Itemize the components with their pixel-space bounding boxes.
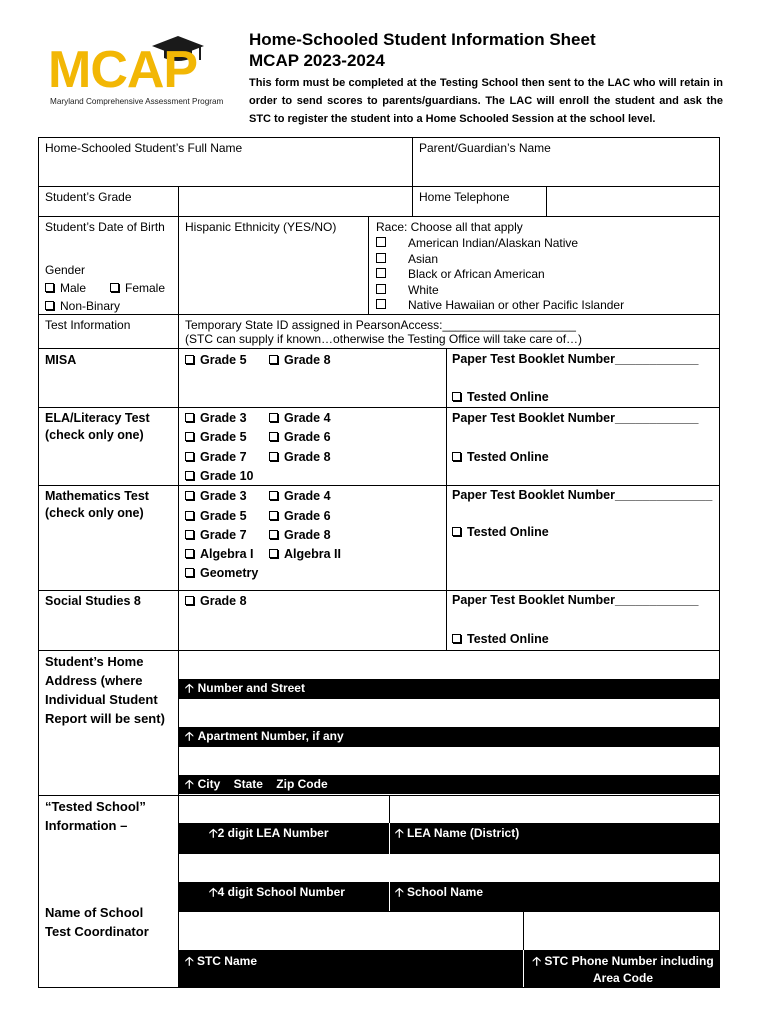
apartment-input[interactable] (179, 699, 719, 727)
ela-grade[interactable]: Grade 8 (269, 450, 331, 464)
full-name-label: Home-Schooled Student’s Full Name (45, 141, 243, 155)
math-booklet[interactable]: Paper Test Booklet Number______________ (452, 488, 713, 502)
checkbox-icon[interactable] (185, 530, 194, 539)
checkbox-icon[interactable] (452, 452, 461, 461)
checkbox-icon[interactable] (185, 596, 194, 605)
school-label: “Tested School” Information – (45, 799, 146, 833)
apartment-bar: 🡡 Apartment Number, if any (179, 727, 719, 746)
ela-grade[interactable]: Grade 3 (185, 411, 247, 425)
logo-letters: MCAP (48, 41, 198, 99)
school-name-label: 🡡 School Name (395, 885, 483, 899)
lea-number-label: 🡡2 digit LEA Number (209, 826, 329, 840)
ela-online[interactable]: Tested Online (452, 450, 549, 464)
math-grade[interactable]: Grade 5 (185, 509, 247, 523)
ela-grade[interactable]: Grade 10 (185, 469, 254, 483)
race-option[interactable]: Native Hawaiian or other Pacific Islander (376, 297, 624, 313)
checkbox-icon[interactable] (452, 634, 461, 643)
checkbox-icon[interactable] (376, 268, 386, 278)
temp-id-line1: Temporary State ID assigned in PearsonAccess:____________________ (185, 318, 576, 332)
checkbox-icon[interactable] (376, 253, 386, 263)
social-booklet[interactable]: Paper Test Booklet Number____________ (452, 593, 699, 607)
checkbox-icon[interactable] (269, 452, 278, 461)
misa-grade[interactable]: Grade 8 (269, 353, 331, 367)
ela-booklet[interactable]: Paper Test Booklet Number____________ (452, 411, 699, 425)
lea-bar (179, 823, 719, 853)
gender-female[interactable]: Female (110, 280, 165, 297)
race-option[interactable]: Black or African American (376, 266, 624, 282)
stc-bar (179, 950, 719, 987)
math-grade[interactable]: Grade 7 (185, 528, 247, 542)
gender-label: Gender (45, 263, 86, 277)
gender-male[interactable]: Male (45, 280, 86, 297)
race-options (376, 235, 624, 313)
test-info-label: Test Information (45, 318, 131, 332)
ela-grade[interactable]: Grade 7 (185, 450, 247, 464)
parent-name-label: Parent/Guardian’s Name (419, 141, 551, 155)
checkbox-icon[interactable] (269, 355, 278, 364)
checkbox-icon[interactable] (185, 491, 194, 500)
race-label: Race: Choose all that apply (376, 220, 523, 234)
city-input[interactable] (179, 747, 719, 775)
up-arrow-icon: 🡡 (395, 885, 404, 899)
checkbox-icon[interactable] (185, 413, 194, 422)
checkbox-icon[interactable] (269, 530, 278, 539)
math-grade[interactable]: Algebra II (269, 547, 341, 561)
misa-grade[interactable]: Grade 5 (185, 353, 247, 367)
checkbox-icon[interactable] (185, 549, 194, 558)
hispanic-label: Hispanic Ethnicity (YES/NO) (185, 220, 337, 234)
mcap-logo (48, 34, 223, 109)
ela-grade[interactable]: Grade 4 (269, 411, 331, 425)
checkbox-icon[interactable] (110, 283, 119, 292)
up-arrow-icon: 🡡 (209, 826, 218, 840)
ela-grade[interactable]: Grade 6 (269, 430, 331, 444)
school-bar (179, 882, 719, 911)
race-option[interactable]: White (376, 282, 624, 298)
checkbox-icon[interactable] (376, 284, 386, 294)
math-grade[interactable]: Grade 8 (269, 528, 331, 542)
checkbox-icon[interactable] (45, 301, 54, 310)
up-arrow-icon: 🡡 (185, 729, 194, 743)
lea-name-label: 🡡 LEA Name (District) (395, 826, 520, 840)
checkbox-icon[interactable] (185, 568, 194, 577)
misa-booklet[interactable]: Paper Test Booklet Number____________ (452, 352, 699, 366)
math-grade[interactable]: Grade 3 (185, 489, 247, 503)
social-grade[interactable]: Grade 8 (185, 594, 247, 608)
address-label: Student’s Home Address (where Individual Student Report will be sent) (45, 654, 165, 726)
lea-name-input[interactable] (390, 796, 719, 823)
up-arrow-icon: 🡡 (185, 777, 194, 791)
math-grade[interactable]: Grade 6 (269, 509, 331, 523)
city-bar: 🡡 City State Zip Code (179, 775, 719, 794)
checkbox-icon[interactable] (269, 432, 278, 441)
logo-subtitle: Maryland Comprehensive Assessment Program (50, 97, 224, 106)
school-number-input[interactable] (179, 854, 389, 882)
up-arrow-icon: 🡡 (185, 681, 194, 695)
form-title: Home-Schooled Student Information Sheet MCAP 2023-2024 (249, 30, 596, 70)
school-name-input[interactable] (390, 854, 719, 882)
misa-online[interactable]: Tested Online (452, 390, 549, 404)
form-description: This form must be completed at the Testing School then sent to the LAC who will retain in order to send scores to parents/guardians. The LAC will enroll the student and ask the STC to register the student into a Home Schooled Session at the school level. (249, 77, 723, 125)
checkbox-icon[interactable] (269, 549, 278, 558)
checkbox-icon[interactable] (185, 355, 194, 364)
lea-number-input[interactable] (179, 796, 389, 823)
dob-label: Student’s Date of Birth (45, 220, 165, 234)
grade-label: Student’s Grade (45, 190, 132, 204)
checkbox-icon[interactable] (452, 527, 461, 536)
math-grade[interactable]: Grade 4 (269, 489, 331, 503)
ela-grade[interactable]: Grade 5 (185, 430, 247, 444)
math-grade[interactable]: Geometry (185, 566, 258, 580)
race-option[interactable]: American Indian/Alaskan Native (376, 235, 624, 251)
stc-name-input[interactable] (179, 912, 523, 950)
math-label: Mathematics Test (check only one) (45, 489, 149, 520)
checkbox-icon[interactable] (185, 471, 194, 480)
social-online[interactable]: Tested Online (452, 632, 549, 646)
up-arrow-icon: 🡡 (185, 954, 194, 968)
up-arrow-icon: 🡡 (532, 954, 541, 968)
stc-name-label: 🡡 STC Name (185, 954, 257, 968)
misa-label: MISA (45, 353, 77, 367)
race-option[interactable]: Asian (376, 251, 624, 267)
math-online[interactable]: Tested Online (452, 525, 549, 539)
ela-label: ELA/Literacy Test (check only one) (45, 411, 150, 442)
checkbox-icon[interactable] (185, 432, 194, 441)
checkbox-icon[interactable] (376, 237, 386, 247)
checkbox-icon[interactable] (376, 299, 386, 309)
home-phone-label: Home Telephone (419, 190, 510, 204)
street-input[interactable] (179, 651, 719, 679)
stc-phone-input[interactable] (524, 912, 719, 950)
stc-label: Name of School Test Coordinator (45, 905, 149, 939)
stc-phone-label: 🡡 STC Phone Number including Area Code (532, 954, 714, 985)
up-arrow-icon: 🡡 (209, 885, 218, 899)
temp-id-line2: (STC can supply if known…otherwise the Testing Office will take care of…) (185, 332, 583, 346)
school-number-label: 🡡4 digit School Number (209, 885, 345, 899)
checkbox-icon[interactable] (185, 452, 194, 461)
checkbox-icon[interactable] (269, 511, 278, 520)
checkbox-icon[interactable] (452, 392, 461, 401)
up-arrow-icon: 🡡 (395, 826, 404, 840)
street-bar: 🡡 Number and Street (179, 679, 719, 698)
checkbox-icon[interactable] (269, 413, 278, 422)
checkbox-icon[interactable] (45, 283, 54, 292)
checkbox-icon[interactable] (185, 511, 194, 520)
math-grade[interactable]: Algebra I (185, 547, 254, 561)
gender-nonbinary[interactable]: Non-Binary (45, 298, 120, 315)
checkbox-icon[interactable] (269, 491, 278, 500)
social-label: Social Studies 8 (45, 594, 141, 608)
